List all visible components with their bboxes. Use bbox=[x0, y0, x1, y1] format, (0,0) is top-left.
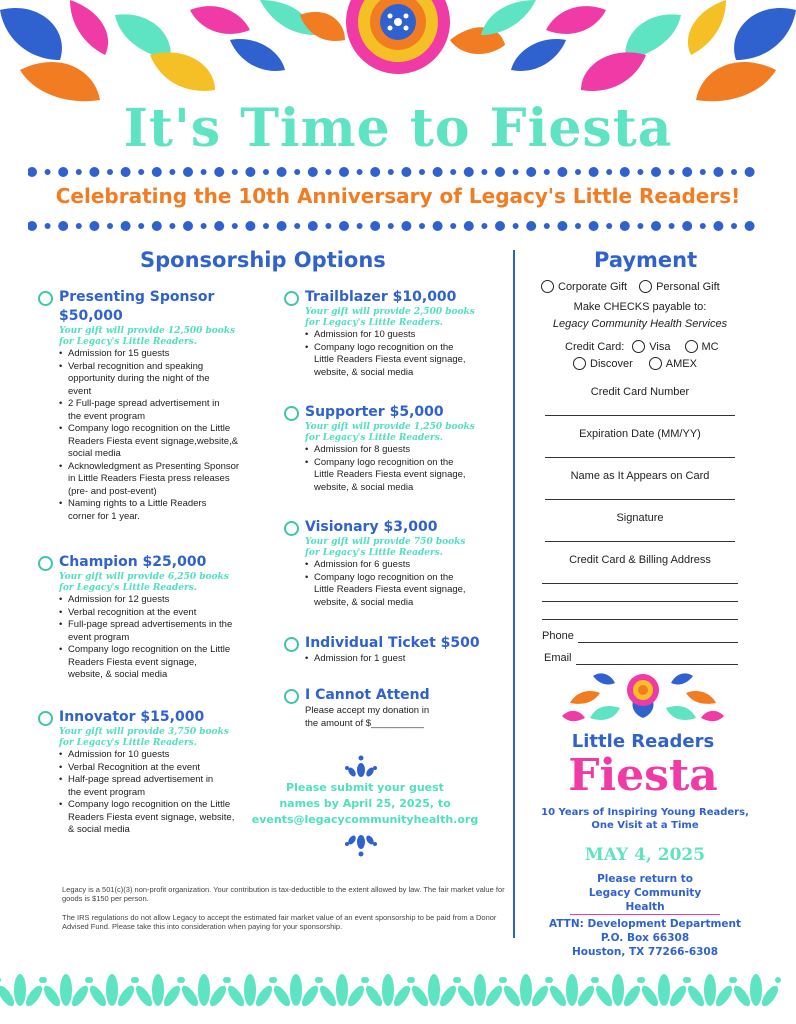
logo-title-line1: Little Readers bbox=[571, 731, 715, 752]
mc-label: MC bbox=[701, 340, 719, 353]
sponsorship-heading: Sponsorship Options bbox=[140, 248, 386, 272]
dot-divider-top bbox=[28, 166, 768, 178]
return-po-box: P.O. Box 66308 bbox=[600, 932, 690, 944]
irs-disclaimer: The IRS regulations do not allow Legacy to accept the estimated fair market value of an event sponsorship to be paid from a Donor Advised Fund. Please take this into consideration when paying for your sponsorship. bbox=[62, 913, 497, 931]
tier-name: Trailblazer $10,000 bbox=[305, 289, 457, 305]
benefit-item: • Half-page spread advertisement in the event program bbox=[59, 774, 229, 799]
benefit-item: • Admission for 10 guests bbox=[59, 749, 268, 762]
tier-individual bbox=[284, 634, 514, 666]
return-attn: ATTN: Development Department bbox=[548, 918, 742, 930]
expiration-label: Expiration Date (MM/YY) bbox=[579, 428, 701, 440]
phone-label: Phone bbox=[542, 630, 574, 642]
benefit-item: • Admission for 6 guests bbox=[305, 559, 514, 572]
billing-address-field-1[interactable] bbox=[542, 583, 738, 584]
gift-line: for Legacy's Little Readers. bbox=[305, 548, 443, 558]
gift-line: Your gift will provide 750 books bbox=[305, 537, 466, 547]
corporate-gift-radio[interactable] bbox=[541, 280, 554, 293]
subtitle: Celebrating the 10th Anniversary of Legacy's Little Readers! bbox=[55, 184, 741, 208]
benefit-item: • Company logo recognition on the Little Readers Fiesta event signage, website, & social media bbox=[305, 342, 475, 380]
tax-disclaimer: Legacy is a 501(c)(3) non-profit organization. Your contribution is tax-deductible to the extent allowed by law. The fair market value for goods is $150 per person. bbox=[62, 885, 505, 903]
phone-field[interactable] bbox=[578, 642, 738, 643]
checks-label: Make CHECKS payable to: bbox=[573, 301, 707, 313]
benefit-item: • Naming rights to a Little Readers corner for 1 year. bbox=[59, 498, 224, 523]
return-heading: Please return to bbox=[597, 873, 693, 885]
tier-name: Innovator $15,000 bbox=[59, 709, 205, 725]
mc-radio[interactable] bbox=[685, 340, 698, 353]
visa-radio[interactable] bbox=[632, 340, 645, 353]
amex-label: AMEX bbox=[665, 357, 697, 370]
return-org: Legacy Community Health bbox=[570, 886, 720, 915]
card-number-label: Credit Card Number bbox=[590, 386, 690, 398]
benefit-item: • Admission for 10 guests bbox=[305, 329, 514, 342]
payment-heading: Payment bbox=[594, 248, 698, 272]
benefit-item: • Verbal recognition and speaking opportunity during the night of the event bbox=[59, 361, 219, 399]
submit-note-line: names by April 25, 2025, to bbox=[279, 797, 451, 810]
billing-address-label: Credit Card & Billing Address bbox=[569, 554, 711, 566]
benefit-item: • Company logo recognition on the Little Readers Fiesta event signage, website, & social media bbox=[59, 644, 234, 682]
credit-card-row-2 bbox=[573, 357, 697, 370]
gift-line: for Legacy's Little Readers. bbox=[305, 318, 443, 328]
personal-gift-label: Personal Gift bbox=[656, 280, 720, 293]
email-label: Email bbox=[544, 652, 572, 664]
donation-note: Please accept my donation in bbox=[305, 705, 430, 716]
bottom-leaf-border bbox=[0, 950, 796, 1024]
corporate-gift-label: Corporate Gift bbox=[558, 280, 628, 293]
signature-label: Signature bbox=[616, 512, 664, 524]
billing-address-field-2[interactable] bbox=[542, 601, 738, 602]
amex-radio[interactable] bbox=[649, 357, 662, 370]
benefit-item: • Verbal Recognition at the event bbox=[59, 762, 268, 775]
tier-visionary bbox=[284, 518, 514, 609]
gift-line: for Legacy's Little Readers. bbox=[59, 337, 197, 347]
discover-radio[interactable] bbox=[573, 357, 586, 370]
tier-innovator bbox=[38, 708, 268, 837]
visa-label: Visa bbox=[649, 340, 671, 353]
top-floral-decoration bbox=[0, 0, 796, 110]
email-field[interactable] bbox=[576, 664, 738, 665]
card-number-field[interactable] bbox=[545, 415, 735, 416]
tier-amount: $50,000 bbox=[59, 308, 123, 324]
page-title: It's Time to Fiesta bbox=[123, 98, 673, 159]
discover-label: Discover bbox=[590, 357, 633, 370]
benefit-item: • Acknowledgment as Presenting Sponsor in Little Readers Fiesta press releases (pre- and post-event) bbox=[59, 461, 249, 499]
gift-line: Your gift will provide 1,250 books bbox=[305, 422, 475, 432]
tier-champion bbox=[38, 553, 268, 682]
gift-line: Your gift will provide 12,500 books bbox=[59, 326, 236, 336]
credit-card-label: Credit Card: bbox=[565, 340, 625, 353]
benefit-item: • Company logo recognition on the Little Readers Fiesta event signage, website, & social media bbox=[305, 572, 475, 610]
tier-visionary-radio[interactable] bbox=[284, 521, 299, 536]
tier-presenting-radio[interactable] bbox=[38, 291, 53, 306]
gift-line: Your gift will provide 6,250 books bbox=[59, 572, 229, 582]
donation-amount-line[interactable]: the amount of $__________ bbox=[305, 717, 424, 729]
return-address bbox=[540, 872, 750, 959]
logo-floral-icon bbox=[560, 668, 726, 728]
submit-guest-note bbox=[250, 780, 480, 828]
tier-cannot-attend-radio[interactable] bbox=[284, 689, 299, 704]
tier-champion-radio[interactable] bbox=[38, 556, 53, 571]
logo-title-line2: Fiesta bbox=[568, 750, 718, 801]
tagline-line: 10 Years of Inspiring Young Readers, bbox=[541, 807, 749, 818]
tier-name: Presenting Sponsor bbox=[59, 289, 215, 305]
tier-presenting bbox=[38, 288, 268, 523]
tier-name: Champion $25,000 bbox=[59, 554, 207, 570]
benefit-item: • Verbal recognition at the event bbox=[59, 607, 268, 620]
tier-name: Individual Ticket $500 bbox=[305, 635, 480, 651]
benefit-item: • Company logo recognition on the Little Readers Fiesta event signage,website,& social media bbox=[59, 423, 244, 461]
credit-card-row-1 bbox=[565, 340, 719, 353]
billing-address-field-3[interactable] bbox=[542, 619, 738, 620]
name-on-card-label: Name as It Appears on Card bbox=[570, 470, 710, 482]
dot-divider-bottom bbox=[28, 220, 768, 232]
checks-payee: Legacy Community Health Services bbox=[552, 318, 728, 330]
event-date: MAY 4, 2025 bbox=[584, 845, 706, 865]
name-on-card-field[interactable] bbox=[545, 499, 735, 500]
benefit-item: • 2 Full-page spread advertisement in the event program bbox=[59, 398, 229, 423]
submit-email-link[interactable]: events@legacycommunityhealth.org bbox=[251, 813, 479, 826]
benefit-item: • Full-page spread advertisements in the event program bbox=[59, 619, 234, 644]
gift-type-options bbox=[541, 280, 720, 293]
tier-trailblazer-radio[interactable] bbox=[284, 291, 299, 306]
ornament-icon bbox=[344, 752, 378, 778]
ornament-icon bbox=[344, 834, 378, 860]
gift-line: Your gift will provide 3,750 books bbox=[59, 727, 229, 737]
benefit-item: • Admission for 12 guests bbox=[59, 594, 268, 607]
tier-name: Supporter $5,000 bbox=[305, 404, 444, 420]
gift-line: for Legacy's Little Readers. bbox=[59, 738, 197, 748]
tier-supporter-radio[interactable] bbox=[284, 406, 299, 421]
benefit-item: • Admission for 8 guests bbox=[305, 444, 514, 457]
tier-cannot-attend bbox=[284, 686, 514, 730]
benefit-item: • Company logo recognition on the Little Readers Fiesta event signage, website, & social media bbox=[305, 457, 475, 495]
tier-innovator-radio[interactable] bbox=[38, 711, 53, 726]
gift-line: Your gift will provide 2,500 books bbox=[305, 307, 475, 317]
tier-trailblazer bbox=[284, 288, 514, 379]
column-divider bbox=[513, 250, 515, 938]
expiration-field[interactable] bbox=[545, 457, 735, 458]
personal-gift-radio[interactable] bbox=[639, 280, 652, 293]
tier-name: I Cannot Attend bbox=[305, 687, 430, 703]
tier-name: Visionary $3,000 bbox=[305, 519, 438, 535]
gift-line: for Legacy's Little Readers. bbox=[305, 433, 443, 443]
benefit-item: • Admission for 1 guest bbox=[305, 653, 514, 666]
tier-supporter bbox=[284, 403, 514, 494]
benefit-item: • Company logo recognition on the Little Readers Fiesta event signage, website, & social media bbox=[59, 799, 239, 837]
submit-note-line: Please submit your guest bbox=[286, 781, 444, 794]
tier-individual-radio[interactable] bbox=[284, 637, 299, 652]
logo-tagline bbox=[540, 806, 750, 832]
signature-field[interactable] bbox=[545, 541, 735, 542]
tagline-line: One Visit at a Time bbox=[591, 820, 699, 831]
benefit-item: • Admission for 15 guests bbox=[59, 348, 268, 361]
gift-line: for Legacy's Little Readers. bbox=[59, 583, 197, 593]
return-city: Houston, TX 77266-6308 bbox=[571, 946, 719, 958]
